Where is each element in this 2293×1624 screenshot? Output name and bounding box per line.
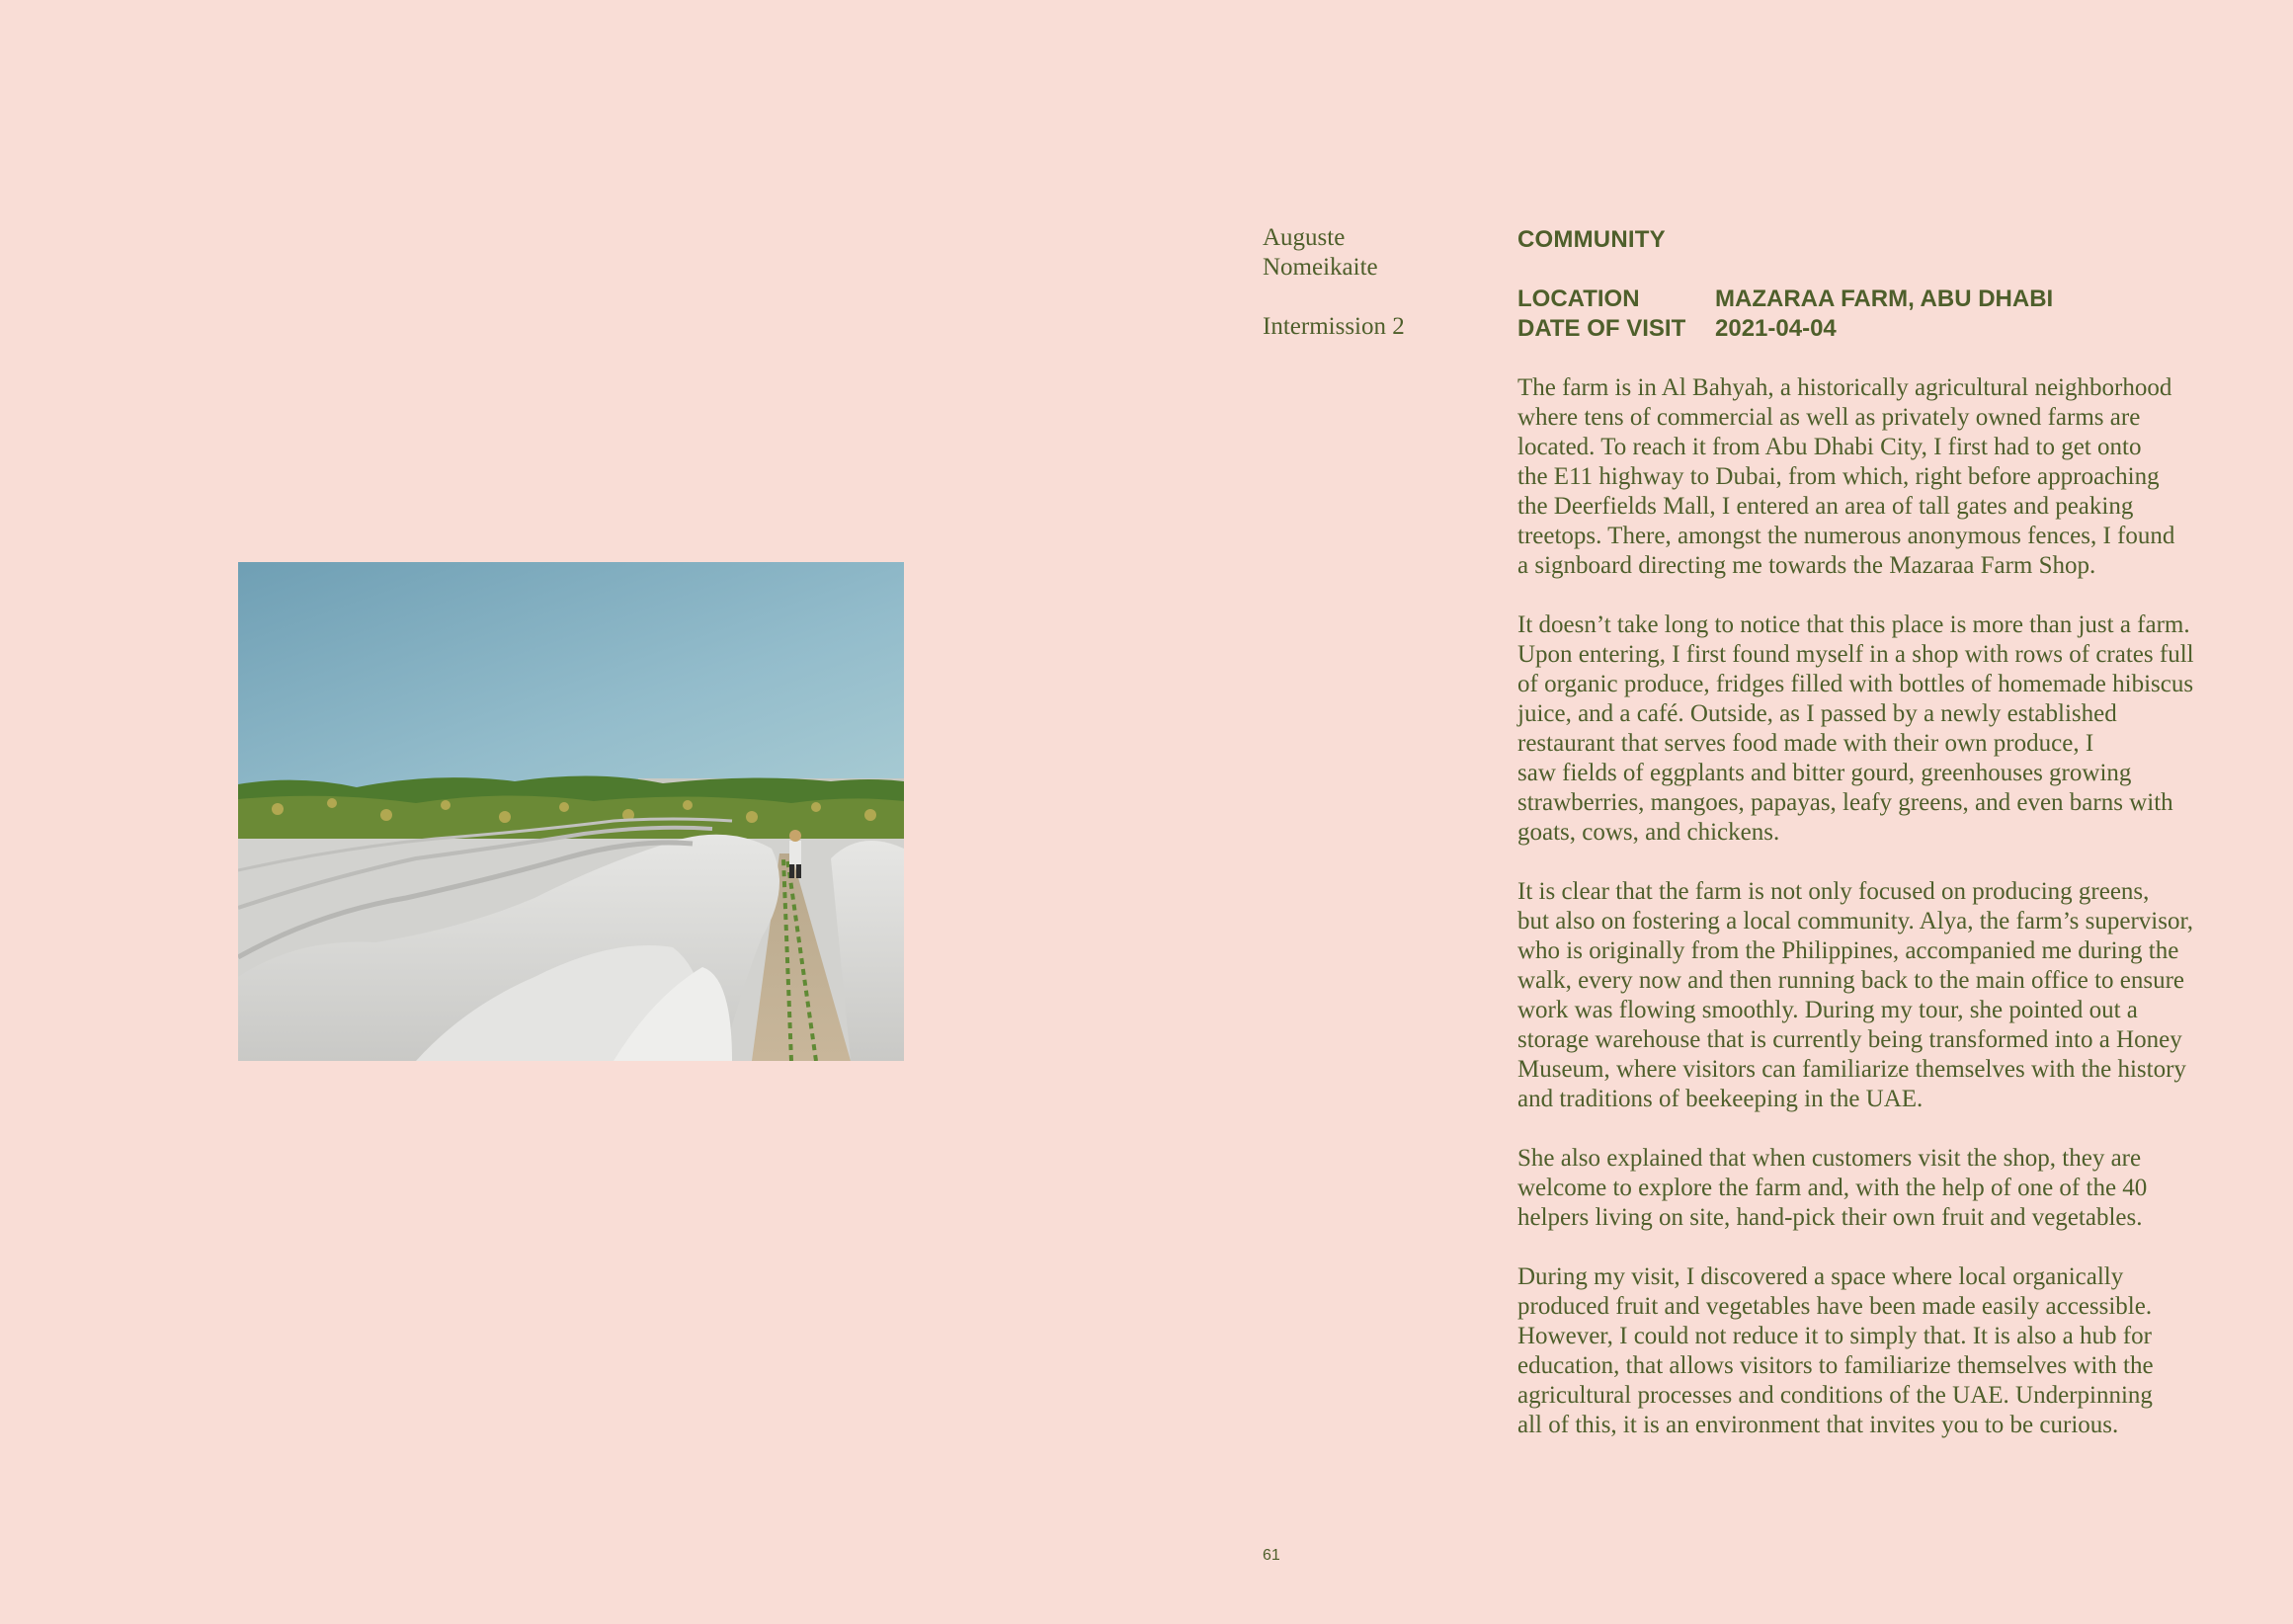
paragraph: The farm is in Al Bahyah, a historically agricultural neighborhood where tens of commercial as well as privately owned farms are located. To reach it from Abu Dhabi City, I first had to get onto the E11 highway to Dubai, from which, right before approaching the Deerfields Mall, I entered an area of tall gates and peaking treetops. There, amongst the numerous anonymous fences, I found a signboard directing me towards the Mazaraa Farm Shop. xyxy=(1517,374,2175,579)
location-value: MAZARAA FARM, ABU DHABI xyxy=(1715,285,2054,312)
author-sidebar xyxy=(1263,223,1480,342)
author-last-name: Nomeikaite xyxy=(1263,254,1378,281)
date-row xyxy=(1517,314,2268,344)
location-row xyxy=(1517,284,2268,314)
date-label: DATE OF VISIT xyxy=(1517,315,1686,342)
visit-meta xyxy=(1517,284,2268,344)
section-label: Intermission 2 xyxy=(1263,313,1405,340)
article xyxy=(1517,225,2268,1470)
author-name xyxy=(1263,223,1480,283)
paragraph: It is clear that the farm is not only focused on producing greens, but also on fostering a local community. Alya, the farm’s supervisor, who is originally from the Philippines, accompanied me during the walk, every now and then running back to the main office to ensure work was flowing smoothly. During my tour, she pointed out a storage warehouse that is currently being transformed into a Honey Museum, where visitors can familiarize themselves with the history and traditions of beekeeping in the UAE. xyxy=(1517,878,2194,1112)
paragraph: It doesn’t take long to notice that this place is more than just a farm. Upon entering, I first found myself in a shop with rows of crates full of organic produce, fridges filled with bottles of homemade hibiscus juice, and a café. Outside, as I passed by a newly established restaurant that serves food made with their own produce, I saw fields of eggplants and bitter gourd, greenhouses growing strawberries, mangoes, papayas, leafy greens, and even barns with goats, cows, and chickens. xyxy=(1517,611,2194,846)
paragraph: During my visit, I discovered a space where local organically produced fruit and vegetables have been made easily accessible. However, I could not reduce it to simply that. It is also a hub for education, that allows visitors to familiarize themselves with the agricultural processes and conditions of the UAE. Underpinning all of this, it is an environment that invites you to be curious. xyxy=(1517,1263,2154,1438)
paragraph: She also explained that when customers visit the shop, they are welcome to explore the farm and, with the help of one of the 40 helpers living on site, hand-pick their own fruit and vegetables. xyxy=(1517,1145,2148,1231)
author-first-name: Auguste xyxy=(1263,224,1346,251)
article-heading: COMMUNITY xyxy=(1517,226,1666,253)
date-value: 2021-04-04 xyxy=(1715,315,1837,342)
article-body xyxy=(1517,373,2268,1440)
page-number: 61 xyxy=(1263,1547,1280,1564)
location-label: LOCATION xyxy=(1517,285,1640,312)
farm-photo xyxy=(238,562,904,1061)
